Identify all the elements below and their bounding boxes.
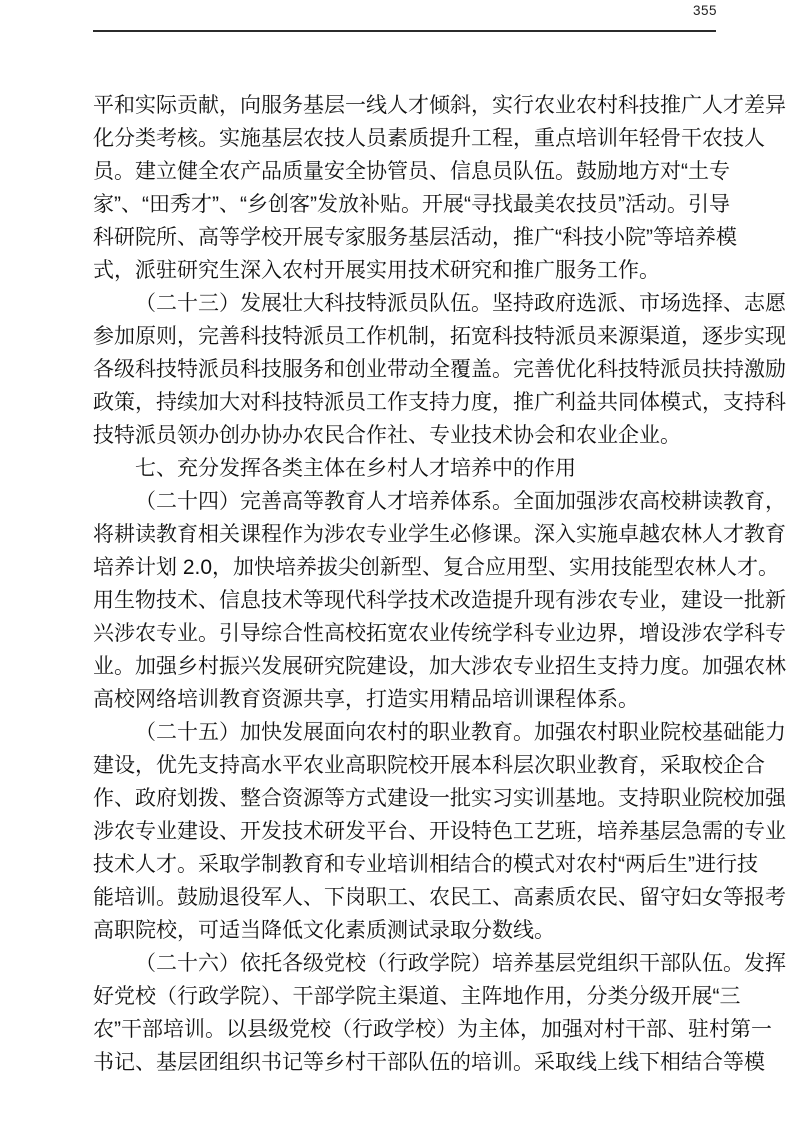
text-line: 科研院所、高等学校开展专家服务基层活动，推广“科技小院”等培养模 xyxy=(93,226,737,249)
text-line: 书记、基层团组织书记等乡村干部队伍的培训。采取线上线下相结合等模 xyxy=(93,1051,765,1074)
text-line: 培养计划 2.0，加快培养拔尖创新型、复合应用型、实用技能型农林人才。 xyxy=(93,556,780,579)
text-line: 参加原则，完善科技特派员工作机制，拓宽科技特派员来源渠道，逐步实现 xyxy=(93,325,786,348)
paragraph xyxy=(93,947,786,1079)
text-line: 高职院校，可适当降低文化素质测试录取分数线。 xyxy=(93,919,555,942)
text-line: （二十六）依托各级党校（行政学院）培养基层党组织干部队伍。发挥 xyxy=(135,952,786,975)
paragraph xyxy=(93,485,786,716)
text-line: 员。建立健全农产品质量安全协管员、信息员队伍。鼓励地方对“土专 xyxy=(93,160,730,183)
header-rule xyxy=(93,30,716,32)
text-line: 各级科技特派员科技服务和创业带动全覆盖。完善优化科技特派员扶持激励 xyxy=(93,358,786,381)
text-line: （二十三）发展壮大科技特派员队伍。坚持政府选派、市场选择、志愿 xyxy=(135,292,786,315)
paragraph xyxy=(93,287,786,452)
text-line: 业。加强乡村振兴发展研究院建设，加大涉农专业招生支持力度。加强农林 xyxy=(93,655,786,678)
text-line: 作、政府划拨、整合资源等方式建设一批实习实训基地。支持职业院校加强 xyxy=(93,787,786,810)
text-line: 将耕读教育相关课程作为涉农专业学生必修课。深入实施卓越农林人才教育 xyxy=(93,523,786,546)
page-number: 355 xyxy=(692,3,717,18)
text-line: （二十五）加快发展面向农村的职业教育。加强农村职业院校基础能力 xyxy=(135,721,786,744)
paragraph xyxy=(93,716,786,947)
text-line: （二十四）完善高等教育人才培养体系。全面加强涉农高校耕读教育， xyxy=(135,490,786,513)
text-line: 政策，持续加大对科技特派员工作支持力度，推广利益共同体模式，支持科 xyxy=(93,391,786,414)
text-line: 涉农专业建设、开发技术研发平台、开设特色工艺班，培养基层急需的专业 xyxy=(93,820,786,843)
text-line: 农”干部培训。以县级党校（行政学校）为主体，加强对村干部、驻村第一 xyxy=(93,1018,772,1041)
text-line: 平和实际贡献，向服务基层一线人才倾斜，实行农业农村科技推广人才差异 xyxy=(93,94,786,117)
text-line: 式，派驻研究生深入农村开展实用技术研究和推广服务工作。 xyxy=(93,259,660,282)
text-line: 用生物技术、信息技术等现代科学技术改造提升现有涉农专业，建设一批新 xyxy=(93,589,786,612)
paragraph xyxy=(93,452,721,485)
text-line: 高校网络培训教育资源共享，打造实用精品培训课程体系。 xyxy=(93,688,639,711)
text-line: 好党校（行政学院）、干部学院主渠道、主阵地作用，分类分级开展“三 xyxy=(93,985,741,1008)
text-line: 家”、“田秀才”、“乡创客”发放补贴。开展“寻找最美农技员”活动。引导 xyxy=(93,193,730,216)
text-line: 技术人才。采取学制教育和专业培训相结合的模式对农村“两后生”进行技 xyxy=(93,853,758,876)
text-line: 建设，优先支持高水平农业高职院校开展本科层次职业教育，采取校企合 xyxy=(93,754,765,777)
text-line: 化分类考核。实施基层农技人员素质提升工程，重点培训年轻骨干农技人 xyxy=(93,127,765,150)
paragraph xyxy=(93,89,786,287)
text-line: 能培训。鼓励退役军人、下岗职工、农民工、高素质农民、留守妇女等报考 xyxy=(93,886,786,909)
text-line: 兴涉农专业。引导综合性高校拓宽农业传统学科专业边界，增设涉农学科专 xyxy=(93,622,786,645)
text-line: 技特派员领办创办协办农民合作社、专业技术协会和农业企业。 xyxy=(93,424,681,447)
document-body xyxy=(93,89,786,1079)
text-line: 七、充分发挥各类主体在乡村人才培养中的作用 xyxy=(135,457,576,480)
